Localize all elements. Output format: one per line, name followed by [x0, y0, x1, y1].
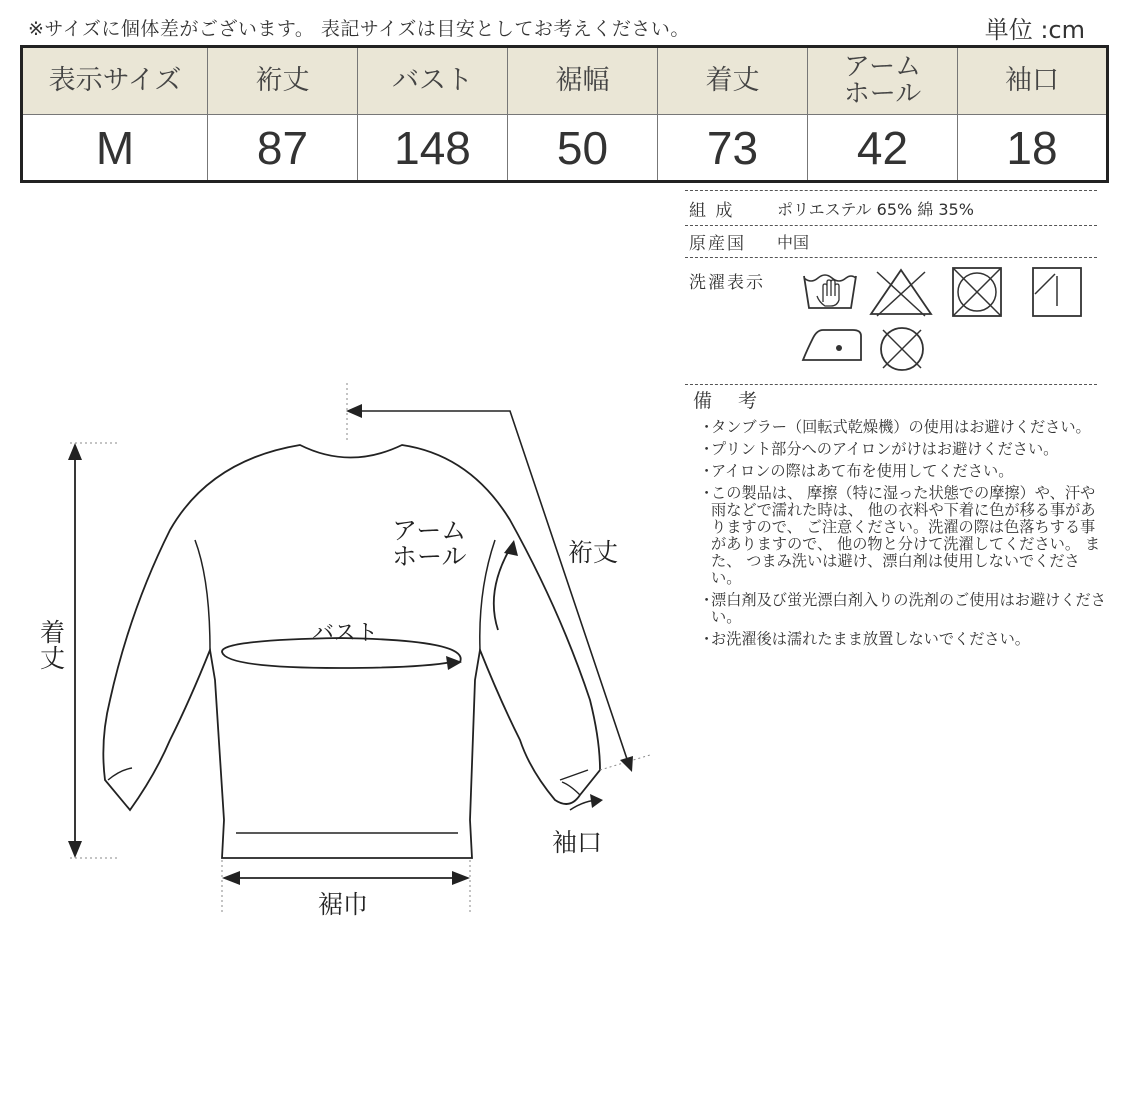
- armhole-label: [392, 518, 467, 571]
- bullet: ・: [699, 440, 715, 458]
- bust-label: バスト: [312, 621, 379, 646]
- length-label-line2: 丈: [40, 644, 66, 674]
- remarks-block: [685, 380, 1110, 653]
- length-label: [40, 620, 65, 673]
- bullet: ・: [699, 462, 715, 480]
- header-armhole-line1: アーム: [843, 51, 922, 82]
- remark-item: [699, 592, 1110, 626]
- cell-yukitake: 87: [208, 115, 358, 182]
- remarks-title: 備 考: [693, 390, 768, 412]
- cell-armhole: 42: [808, 115, 958, 182]
- hem-label: 裾巾: [318, 890, 369, 919]
- origin-value: 中国: [777, 233, 810, 252]
- header-bust: バスト: [358, 47, 508, 115]
- care-row: [685, 257, 1097, 384]
- size-disclaimer: ※サイズに個体差がございます。 表記サイズは目安としてお考えください。: [28, 18, 690, 40]
- care-label: 洗濯表示: [689, 273, 765, 293]
- header-armhole: [808, 47, 958, 115]
- header-yukitake: 裄丈: [208, 47, 358, 115]
- iron-low-icon: [799, 326, 865, 366]
- sleeve-length-label: 裄丈: [568, 538, 619, 567]
- line-dry-icon: [1031, 266, 1083, 318]
- cell-cuff: 18: [958, 115, 1108, 182]
- sweatshirt-outline: [0, 370, 680, 970]
- cell-size: M: [22, 115, 208, 182]
- armhole-label-line2: ホール: [392, 542, 467, 572]
- remark-text: お洗濯後は濡れたまま放置しないでください。: [711, 630, 1030, 648]
- composition-row: [685, 190, 1097, 225]
- remark-text: 漂白剤及び蛍光漂白剤入りの洗剤のご使用はお避けください。: [711, 591, 1106, 626]
- no-bleach-icon: [867, 266, 935, 318]
- remark-text: タンブラー（回転式乾燥機）の使用はお避けください。: [711, 418, 1091, 436]
- bullet: ・: [699, 630, 715, 648]
- cuff-label: 袖口: [552, 828, 603, 857]
- header-armhole-line2: ホール: [843, 79, 922, 109]
- remarks-list: [685, 419, 1110, 648]
- remark-text: プリント部分へのアイロンがけはお避けください。: [711, 440, 1059, 458]
- header-hem-width: 裾幅: [508, 47, 658, 115]
- unit-label: 単位 :cm: [984, 16, 1085, 44]
- length-label-line1: 着: [40, 618, 66, 647]
- cell-bust: 148: [358, 115, 508, 182]
- bullet: ・: [699, 418, 715, 436]
- remark-text: この製品は、 摩擦（特に湿った状態での摩擦）や、汗や雨などで濡れた時は、 他の衣料や下着に色が移る事がありますので、 ご注意ください。洗濯の際は色落ちする事がありますので、 他の物と分けて洗濯してください。 また、 つまみ洗いは避け、漂白剤は使用しないでください。: [711, 484, 1101, 587]
- remark-item: [699, 485, 1110, 587]
- hand-wash-icon: [801, 268, 859, 316]
- remark-item: [699, 463, 1110, 480]
- no-dry-clean-icon: [877, 324, 927, 374]
- size-table: [20, 45, 1109, 183]
- composition-value: ポリエステル 65% 綿 35%: [777, 199, 974, 219]
- sweatshirt-diagram: [0, 370, 680, 970]
- armhole-label-line1: アーム: [392, 516, 467, 545]
- remark-item: [699, 419, 1110, 436]
- header-size: 表示サイズ: [22, 47, 208, 115]
- bullet: ・: [699, 484, 715, 502]
- spec-block: [685, 190, 1097, 385]
- origin-label: 原産国: [689, 234, 746, 254]
- header-length: 着丈: [658, 47, 808, 115]
- size-table-row: [22, 115, 1108, 182]
- origin-row: [685, 225, 1097, 257]
- remark-text: アイロンの際はあて布を使用してください。: [711, 462, 1014, 480]
- cell-length: 73: [658, 115, 808, 182]
- remark-item: [699, 631, 1110, 648]
- header-cuff: 袖口: [958, 47, 1108, 115]
- remark-item: [699, 441, 1110, 458]
- cell-hem-width: 50: [508, 115, 658, 182]
- composition-label: 組 成: [689, 200, 735, 221]
- bullet: ・: [699, 591, 715, 609]
- no-tumble-dry-icon: [951, 266, 1003, 318]
- size-table-header-row: [22, 47, 1108, 115]
